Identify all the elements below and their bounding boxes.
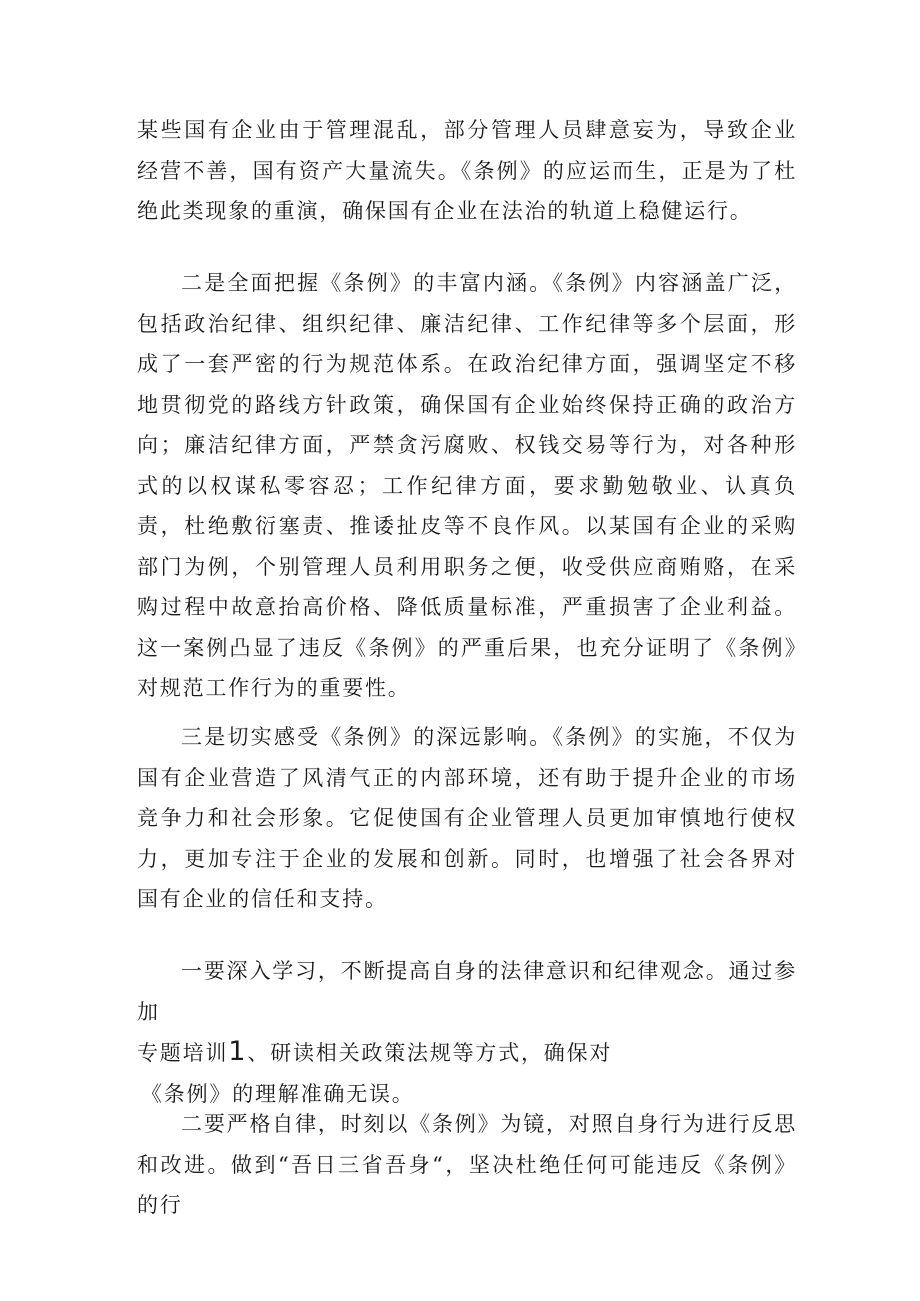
paragraph-line: 一要深入学习，不断提高自身的法律意识和纪律观念。通过参加 xyxy=(137,959,797,1024)
list-number: 1 xyxy=(228,1036,248,1067)
paragraph-state-assets-loss: 某些国有企业由于管理混乱，部分管理人员肆意妄为，导致企业经营不善，国有资产大量流失。《条例》的应运而生，正是为了杜绝此类现象的重演，确保国有企业在法治的轨道上稳健运行。 xyxy=(137,118,797,223)
paragraph-grasp-connotation: 二是全面把握《条例》的丰富内涵。《条例》内容涵盖广泛，包括政治纪律、组织纪律、廉洁纪律、工作纪律等多个层面，形成了一套严密的行为规范体系。在政治纪律方面，强调坚定不移地贯彻党的路线方针政策，确保国有企业始终保持正确的政治方向；廉洁纪律方面，严禁贪污腐败、权钱交易等行为，对各种形式的以权谋私零容忍；工作纪律方面，要求勤勉敬业、认真负责，杜绝敷衍塞责、推诿扯皮等不良作风。以某国有企业的采购部门为例，个别管理人员利用职务之便，收受供应商贿赂，在采购过程中故意抬高价格、降低质量标准，严重损害了企业利益。这一案例凸显了违反《条例》的严重后果，也充分证明了《条例》对规范工作行为的重要性。 xyxy=(137,271,797,700)
paragraph-text: 专题培训 xyxy=(137,1041,229,1065)
paragraph-feel-influence: 三是切实感受《条例》的深远影响。《条例》的实施，不仅为国有企业营造了风清气正的内部环境，还有助于提升企业的市场竞争力和社会形象。它促使国有企业管理人员更加审慎地行使权力，更加专注于企业的发展和创新。同时，也增强了社会各界对国有企业的信任和支持。 xyxy=(137,725,797,911)
paragraph-text: 、研读相关政策法规等方式，确保对 xyxy=(247,1041,613,1065)
paragraph-line: 《条例》的理解准确无误。 xyxy=(141,1081,415,1106)
paragraph-line xyxy=(137,1032,797,1074)
paragraph-self-discipline: 二要严格自律，时刻以《条例》为镜，对照自身行为进行反思和改进。做到“吾日三省吾身“，坚决杜绝任何可能违反《条例》的行 xyxy=(137,1112,797,1217)
paragraph-study-deeply xyxy=(137,951,797,1114)
